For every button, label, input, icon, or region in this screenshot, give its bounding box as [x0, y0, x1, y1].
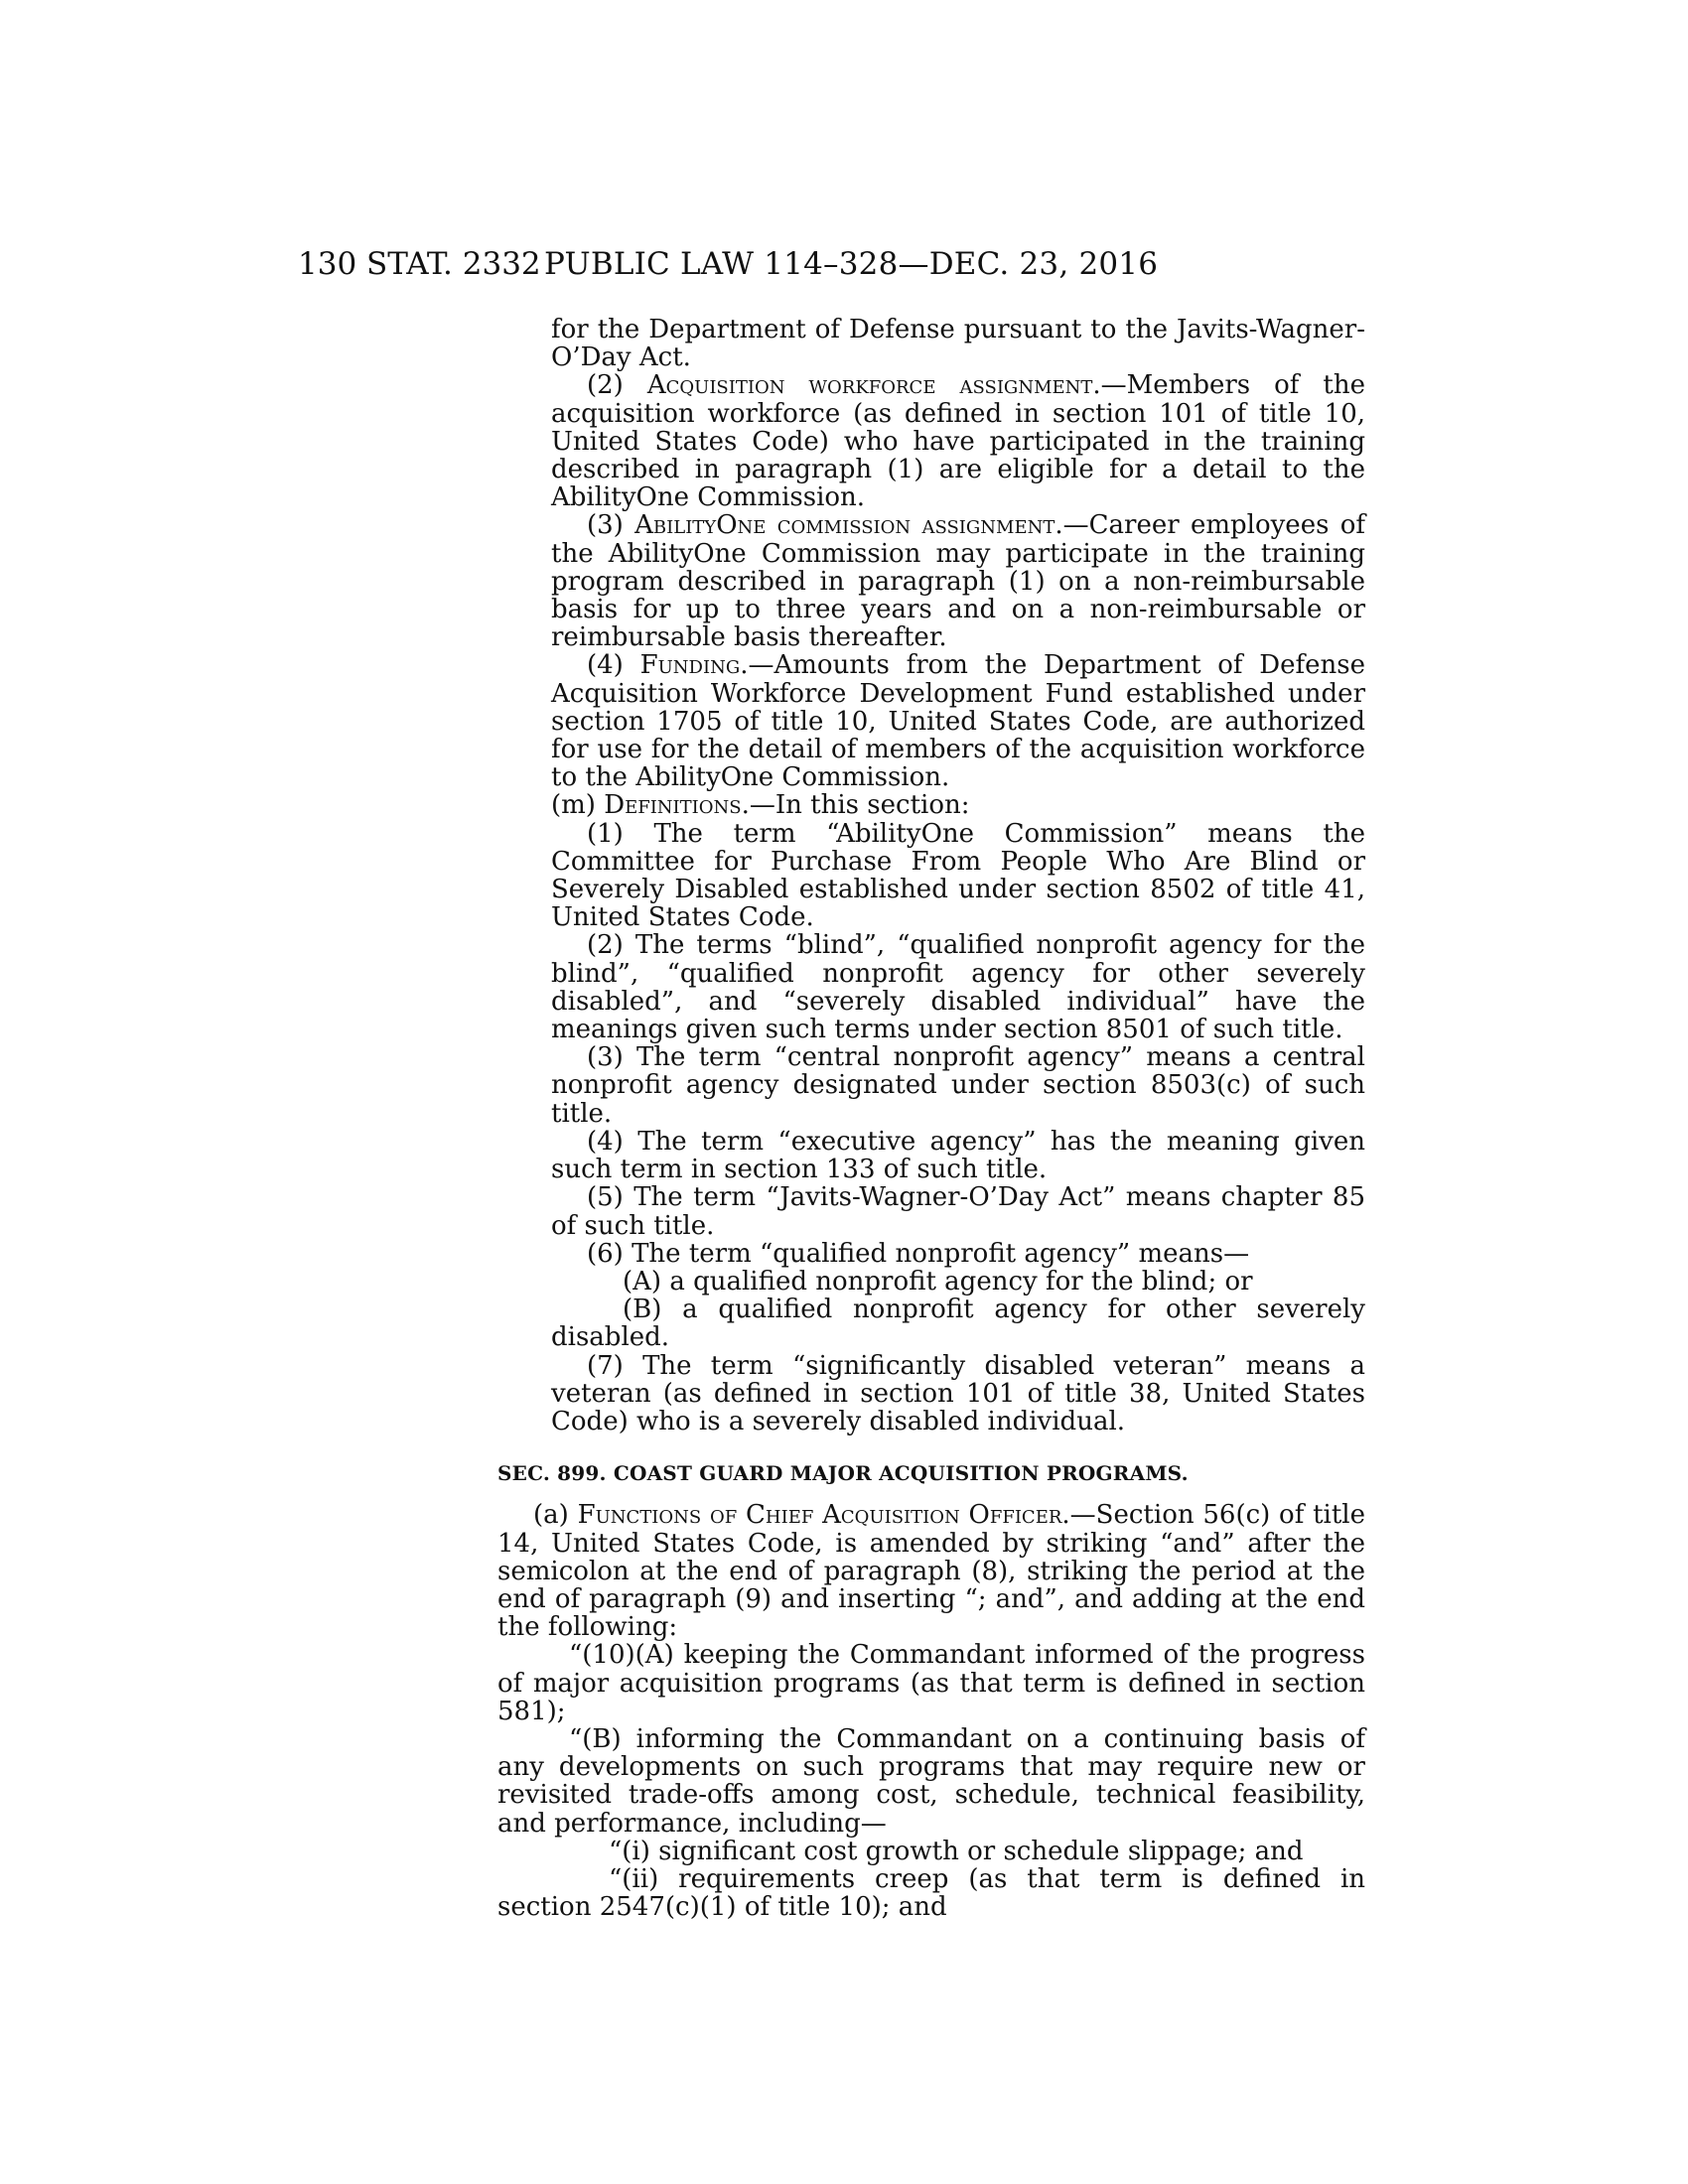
subsection-definitions	[551, 791, 1365, 819]
definition-jwod-act: (5) The term “Javits-Wagner-O’Day Act” means chapter 85 of such title.	[551, 1182, 1365, 1241]
document-body	[497, 315, 1366, 1923]
paragraph-heading: AbilityOne commission assignment	[634, 510, 1055, 541]
paragraph-continuation: for the Department of Defense pursuant to the Javits-Wagner-O’Day Act.	[551, 315, 1365, 373]
paragraph-label: (2)	[587, 370, 647, 401]
law-reference: PUBLIC LAW 114–328—DEC. 23, 2016	[544, 246, 1159, 282]
paragraph-label: (3)	[587, 510, 635, 541]
subsection-text: .—In this section:	[741, 790, 970, 821]
quoted-clause-ii: “(ii) requirements creep (as that term is defined in section 2547(c)(1) of title 10); and	[497, 1863, 1365, 1923]
quoted-paragraph-10a: “(10)(A) keeping the Commandant informed of the progress of major acquisition programs (as that term is defined in section 581);	[497, 1640, 1365, 1726]
definition-significantly-disabled-veteran: (7) The term “significantly disabled veteran” means a veteran (as defined in section 101 of title 38, United States Code) who is a severely disabled individual.	[551, 1350, 1365, 1436]
paragraph-abilityone-commission-assignment	[551, 511, 1365, 651]
stat-reference: 130 STAT. 2332	[298, 246, 541, 282]
definition-subparagraph-b: (B) a qualified nonprofit agency for other severely disabled.	[551, 1295, 1365, 1353]
quoted-clause-i: “(i) significant cost growth or schedule slippage; and	[609, 1836, 1304, 1866]
definition-executive-agency: (4) The term “executive agency” has the meaning given such term in section 133 of such title.	[551, 1126, 1365, 1185]
subsection-heading: Definitions	[604, 790, 742, 821]
subsection-functions-of-cao	[497, 1501, 1365, 1641]
subsection-label: (a)	[533, 1500, 578, 1531]
paragraph-text: .—Career employees of the AbilityOne Commission may participate in the training program described in paragraph (1) on a non-reimbursable basis for up to three years and on a non-reimbursable or reimbursable basis thereafter.	[551, 510, 1365, 653]
paragraph-label: (4)	[587, 650, 640, 681]
quoted-subparagraph-b: “(B) informing the Commandant on a continuing basis of any developments on such programs that may require new or revisited trade-offs among cost, schedule, technical feasibility, and performance, including—	[497, 1723, 1365, 1839]
paragraph-heading: Acquisition workforce assignment	[646, 370, 1093, 401]
definition-subparagraph-a: (A) a qualified nonprofit agency for the blind; or	[623, 1266, 1253, 1297]
section-heading: SEC. 899. COAST GUARD MAJOR ACQUISITION PROGRAMS.	[497, 1461, 1189, 1486]
subsection-heading: Functions of Chief Acquisition Officer	[577, 1500, 1062, 1531]
paragraph-heading: Funding	[639, 650, 741, 681]
definition-qualified-nonprofit-agency: (6) The term “qualified nonprofit agency” means—	[587, 1238, 1250, 1269]
section-899-body	[497, 1501, 1365, 1921]
paragraph-text: .—Amounts from the Department of Defense Acquisition Workforce Development Fund established under section 1705 of title 10, United States Code, are authorized for use for the detail of members of the acquisition workforce to the AbilityOne Commission.	[551, 650, 1366, 793]
paragraph-acquisition-workforce-assignment	[551, 371, 1365, 511]
subsection-label: (m)	[551, 790, 605, 821]
definition-blind: (2) The terms “blind”, “qualified nonprofit agency for the blind”, “qualified nonprofit agency for other severely disabled”, and “severely disabled individual” have the meanings given such terms under section 8501 of such title.	[551, 930, 1365, 1045]
paragraph-funding	[551, 651, 1365, 791]
page-header	[298, 246, 1370, 286]
definition-central-nonprofit-agency: (3) The term “central nonprofit agency” means a central nonprofit agency designated under section 8503(c) of such title.	[551, 1042, 1365, 1129]
definition-abilityone-commission: (1) The term “AbilityOne Commission” means the Committee for Purchase From People Who Are Blind or Severely Disabled established under section 8502 of title 41, United States Code.	[551, 818, 1365, 933]
paragraph-text: .—Members of the acquisition workforce (as defined in section 101 of title 10, United States Code) who have participated in the training described in paragraph (1) are eligible for a detail to the AbilityOne Commission.	[551, 370, 1365, 513]
subsection-text: .—Section 56(c) of title 14, United States Code, is amended by striking “and” after the semicolon at the end of paragraph (8), striking the period at the end of paragraph (9) and inserting “; and”, and adding at the end the following:	[497, 1500, 1366, 1643]
